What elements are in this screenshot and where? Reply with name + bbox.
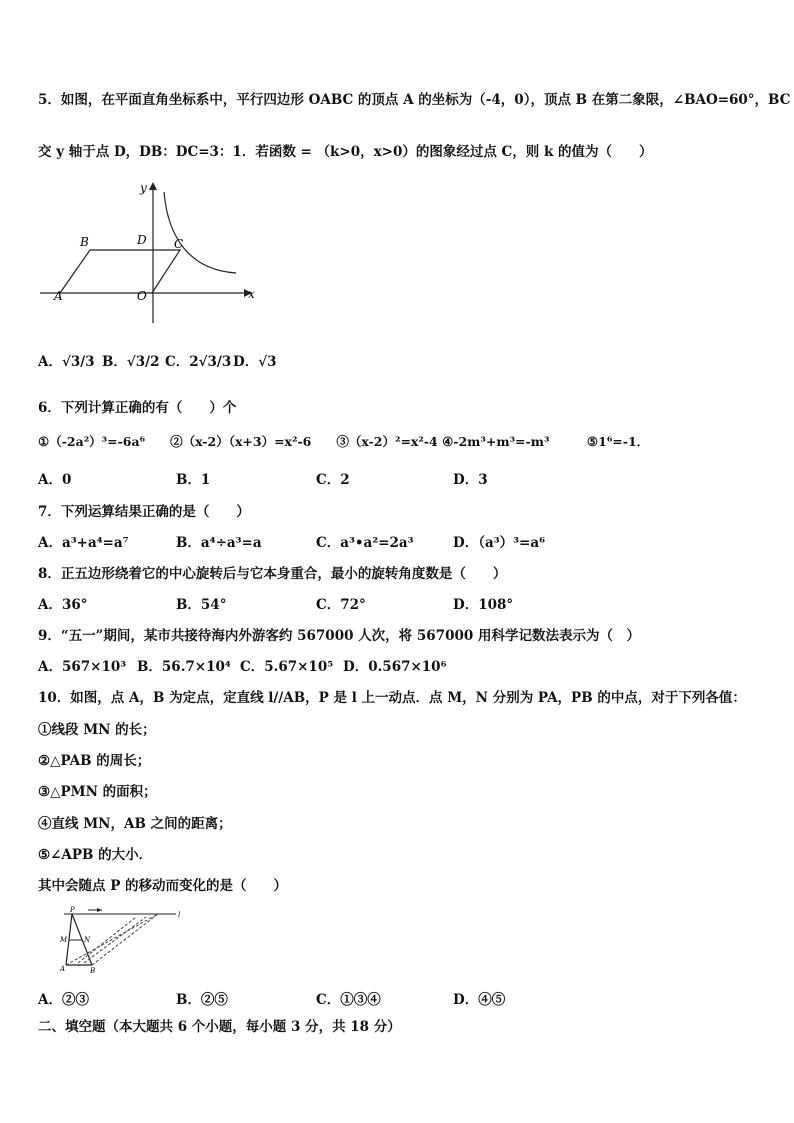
fig5-label-O: O <box>137 289 147 303</box>
q7-option-b: B．a⁴÷a³=a <box>176 535 262 551</box>
q8-option-d: D．108° <box>453 597 514 613</box>
fig5-label-D: D <box>137 233 147 247</box>
q6-option-b: B．1 <box>176 472 211 488</box>
fig10-label-N: N <box>84 936 91 944</box>
q6-option-a: A．0 <box>38 472 72 488</box>
fig10-label-M: M <box>60 936 68 944</box>
q10-stem: 10．如图，点 A，B 为定点，定直线 l//AB，P 是 l 上一动点．点 M，N 分别为 PA，PB 的中点，对于下列各值： <box>38 690 746 706</box>
q10-option-a: A．②③ <box>38 992 89 1008</box>
fig5-label-x: x <box>248 287 255 301</box>
q5-option-a: A．√3/3 <box>38 354 95 370</box>
q5-line1: 5．如图，在平面直角坐标系中，平行四边形 OABC 的顶点 A 的坐标为（-4，0），顶点 B 在第二象限，∠BAO=60°，BC <box>38 92 791 108</box>
q9-option-a: A．567×10³ <box>38 659 127 675</box>
q10-item-2: ②△PAB 的周长； <box>38 753 151 769</box>
q10-question: 其中会随点 P 的移动而变化的是（ ） <box>38 878 288 894</box>
q9-option-c: C．5.67×10⁵ <box>240 659 334 675</box>
q5-option-c: C．2√3/3 <box>165 354 232 370</box>
fig10-label-A: A <box>60 965 66 973</box>
q9-option-b: B．56.7×10⁴ <box>137 659 231 675</box>
q7-option-a: A．a³+a⁴=a⁷ <box>38 535 129 551</box>
q5-option-d: D．√3 <box>233 354 277 370</box>
q10-item-4: ④直线 MN，AB 之间的距离； <box>38 816 232 832</box>
q5-line2: 交 y 轴于点 D，DB：DC=3：1．若函数 = （k>0，x>0）的图象经过点 C，则 k 的值为（ ） <box>38 144 653 160</box>
q5-option-b: B．√3/2 <box>102 354 160 370</box>
q10-option-c: C．①③④ <box>316 992 381 1008</box>
q8-option-a: A．36° <box>38 597 88 613</box>
q6-option-d: D．3 <box>453 472 488 488</box>
fig10-label-P: P <box>70 906 75 914</box>
q8-stem: 8．正五边形绕着它的中心旋转后与它本身重合，最小的旋转角度数是（ ） <box>38 566 507 582</box>
section-2-heading: 二、填空题（本大题共 6 个小题，每小题 3 分，共 18 分） <box>38 1019 401 1035</box>
q10-option-d: D．④⑤ <box>453 992 506 1008</box>
q10-item-1: ①线段 MN 的长； <box>38 722 156 738</box>
fig10-label-B: B <box>90 967 96 975</box>
q5-figure <box>40 178 270 328</box>
q9-stem: 9．“五一”期间，某市共接待海内外游客约 567000 人次，将 567000 用科学记数法表示为（ ） <box>38 628 640 644</box>
q7-stem: 7．下列运算结果正确的是（ ） <box>38 504 250 520</box>
fig10-label-l: l <box>178 911 181 919</box>
q7-option-c: C．a³•a²=2a³ <box>316 535 414 551</box>
q10-item-5: ⑤∠APB 的大小． <box>38 847 153 863</box>
q10-figure <box>58 905 188 975</box>
q8-option-c: C．72° <box>316 597 366 613</box>
fig5-label-y: y <box>140 181 147 195</box>
fig5-label-C: C <box>174 237 184 251</box>
q6-stem: 6．下列计算正确的有（ ）个 <box>38 400 237 416</box>
q6-option-c: C．2 <box>316 472 350 488</box>
q6-items: ①（-2a²）³=-6a⁶ ②（x-2）（x+3）=x²-6 ③（x-2）²=x²-4 ④-2m³+m³=-m³ ⑤1⁶=-1． <box>38 434 650 449</box>
q7-option-d: D．（a³）³=a⁶ <box>453 535 546 551</box>
q10-option-b: B．②⑤ <box>176 992 228 1008</box>
q9-option-d: D．0.567×10⁶ <box>343 659 447 675</box>
fig5-label-A: A <box>54 289 63 303</box>
fig5-label-B: B <box>80 235 89 249</box>
q10-item-3: ③△PMN 的面积； <box>38 784 157 800</box>
q8-option-b: B．54° <box>176 597 227 613</box>
